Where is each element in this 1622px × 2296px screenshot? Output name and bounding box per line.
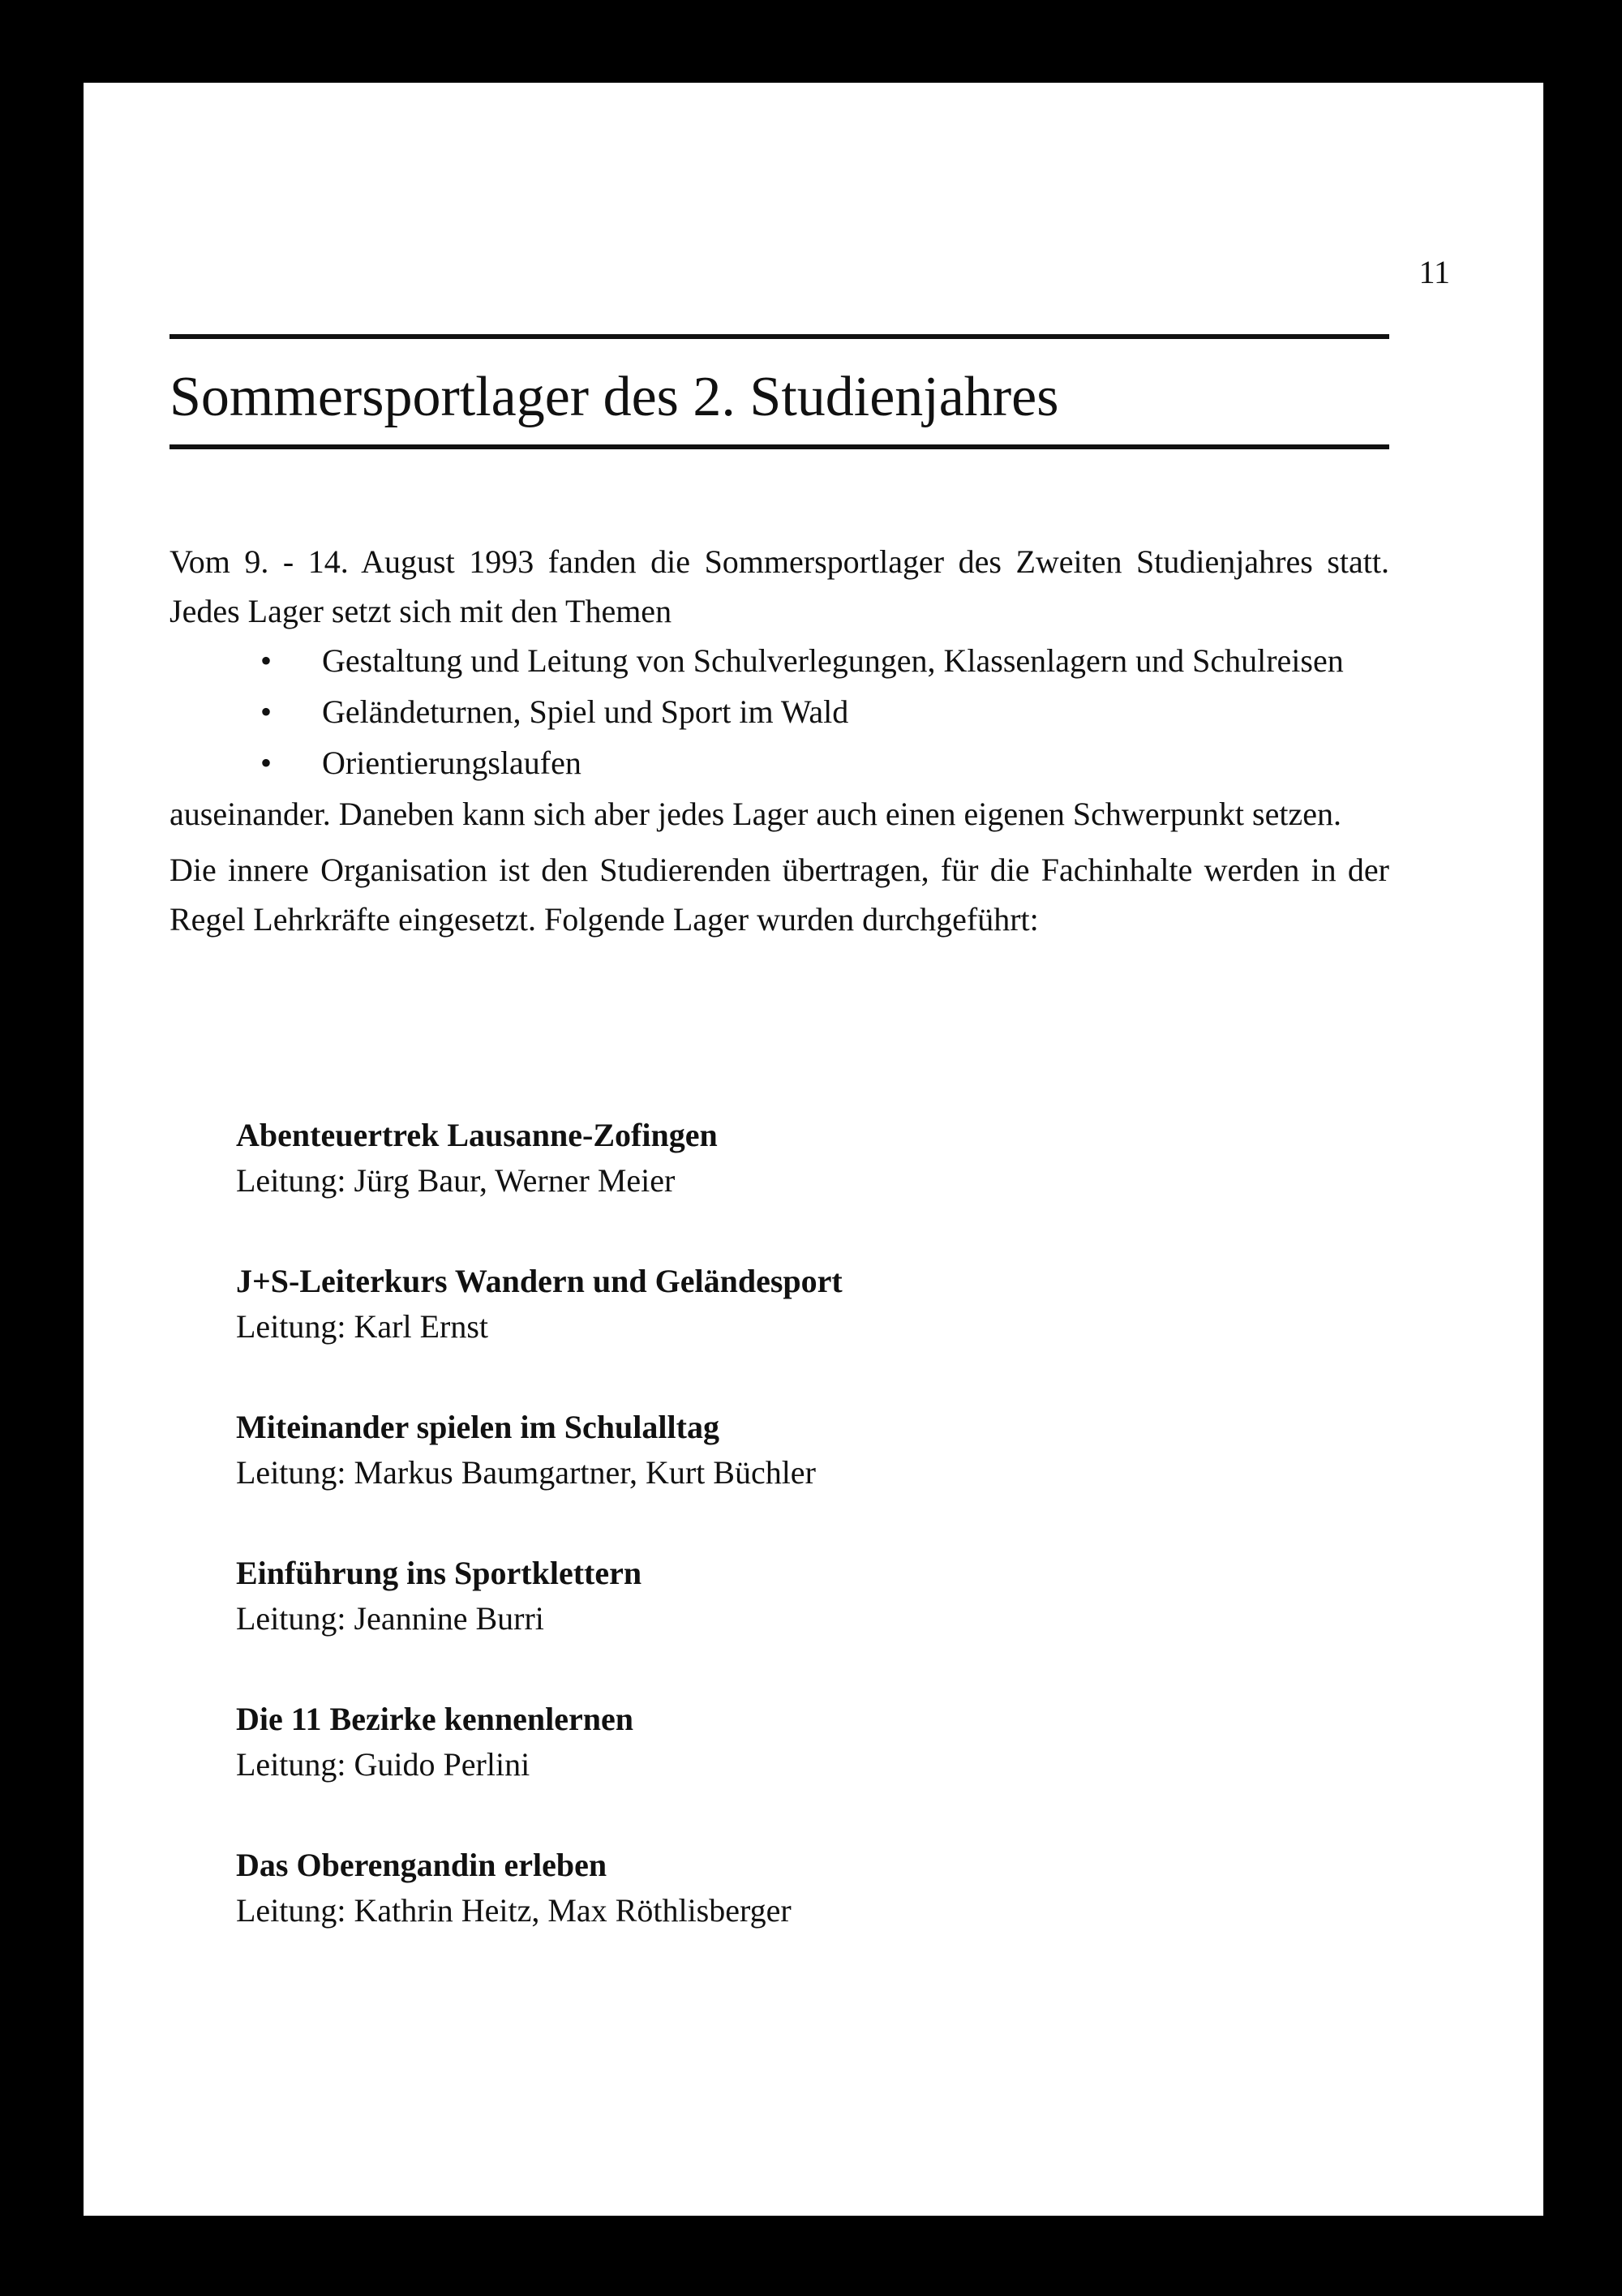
- topic-text: Orientierungslaufen: [322, 745, 581, 781]
- bullet-icon: •: [260, 693, 272, 730]
- camp-title: J+S-Leiterkurs Wandern und Geländesport: [236, 1263, 843, 1299]
- camp-entry: [236, 1113, 1290, 1259]
- topic-text: Gestaltung und Leitung von Schulverlegungen, Klassenlagern und Schulreisen: [322, 642, 1344, 679]
- camp-entry: [236, 1405, 1290, 1551]
- camp-entry: [236, 1843, 1290, 1989]
- page-number: 11: [1418, 254, 1450, 290]
- intro-text: [169, 537, 1389, 944]
- camp-title: Abenteuertrek Lausanne-Zofingen: [236, 1117, 718, 1153]
- camp-leaders: Leitung: Kathrin Heitz, Max Röthlisberger: [236, 1892, 792, 1929]
- camp-list: [236, 1113, 1290, 1989]
- camp-title: Miteinander spielen im Schulalltag: [236, 1409, 719, 1445]
- intro-paragraph: Vom 9. - 14. August 1993 fanden die Sommersportlager des Zweiten Studienjahres statt. Jedes Lager setzt sich mit den Themen: [169, 543, 1389, 629]
- camp-entry: [236, 1259, 1290, 1405]
- camp-entry: [236, 1697, 1290, 1843]
- camp-leaders: Leitung: Karl Ernst: [236, 1308, 489, 1345]
- topic-list-item: [169, 687, 1389, 736]
- topic-text: Geländeturnen, Spiel und Sport im Wald: [322, 693, 849, 730]
- topic-list: [169, 636, 1389, 788]
- camp-title: Das Oberengandin erleben: [236, 1847, 607, 1883]
- organisation-paragraph: Die innere Organisation ist den Studierenden übertragen, für die Fachinhalte werden in der Regel Lehrkräfte eingesetzt. Folgende Lager wurden durchgeführt:: [169, 852, 1389, 938]
- camp-leaders: Leitung: Guido Perlini: [236, 1746, 530, 1783]
- page-title: Sommersportlager des 2. Studienjahres: [169, 366, 1059, 428]
- document-page: [84, 83, 1543, 2216]
- topic-list-item: [169, 738, 1389, 788]
- topic-list-item: [169, 636, 1389, 685]
- camp-leaders: Leitung: Jürg Baur, Werner Meier: [236, 1162, 676, 1199]
- camp-title: Einführung ins Sportklettern: [236, 1555, 642, 1591]
- camp-entry: [236, 1551, 1290, 1697]
- camp-leaders: Leitung: Jeannine Burri: [236, 1600, 544, 1637]
- title-rule-bottom: [169, 444, 1389, 449]
- bullet-icon: •: [260, 745, 272, 781]
- bullet-icon: •: [260, 642, 272, 679]
- continuation-paragraph: auseinander. Daneben kann sich aber jedes Lager auch einen eigenen Schwerpunkt setzen.: [169, 796, 1341, 832]
- title-rule-top: [169, 334, 1389, 339]
- camp-title: Die 11 Bezirke kennenlernen: [236, 1701, 633, 1737]
- camp-leaders: Leitung: Markus Baumgartner, Kurt Büchler: [236, 1454, 816, 1491]
